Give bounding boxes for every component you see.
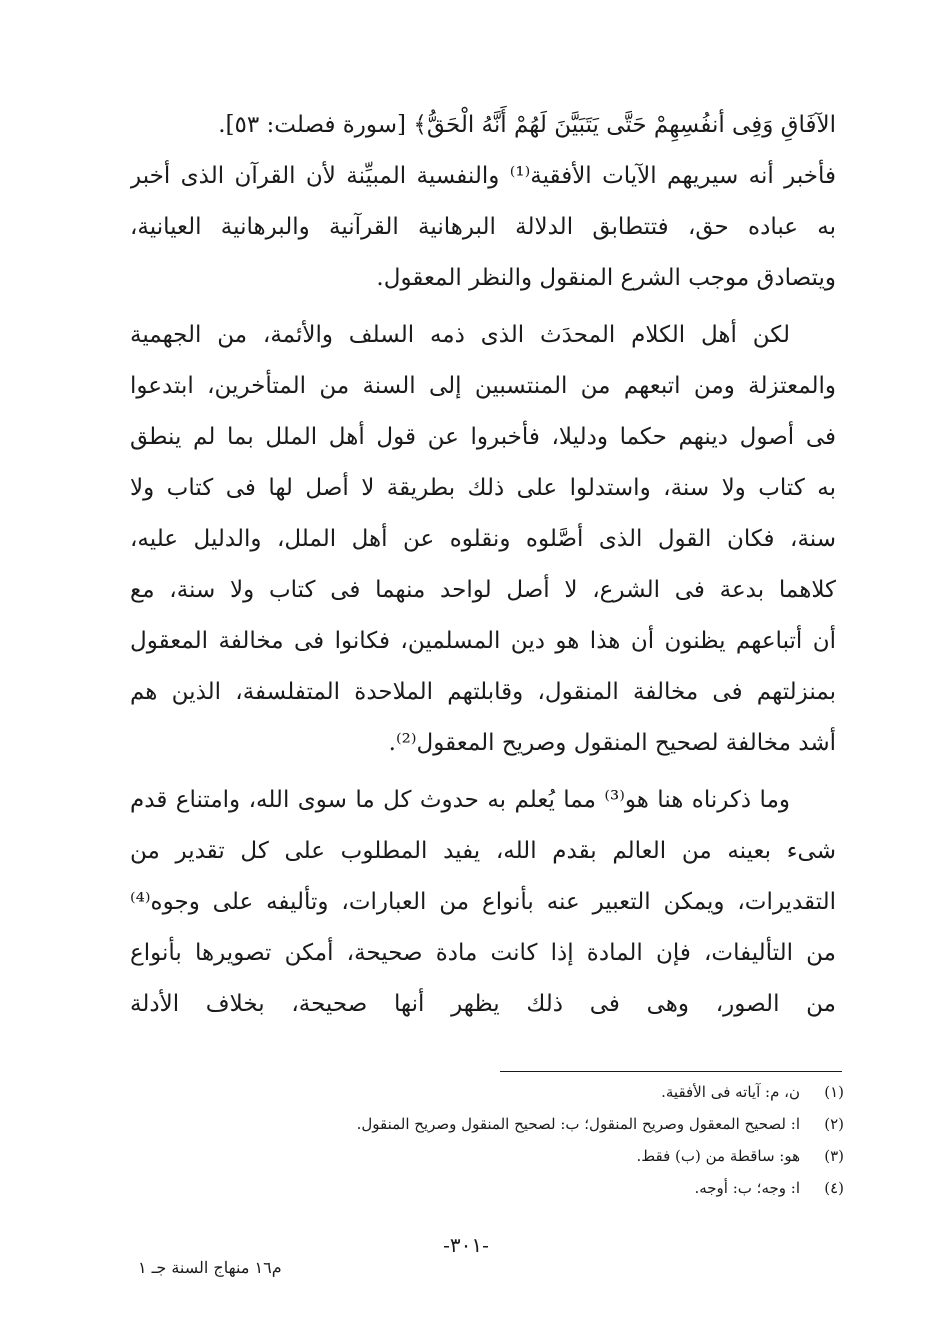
text-line: فأخبر أنه سيريهم الآيات الأفقية⁽¹⁾ والنفسية المبيِّنة لأن القرآن الذى أخبر <box>130 163 836 189</box>
footnote-text: هو: ساقطة من (ب) فقط. <box>636 1147 800 1165</box>
page-number: -٣٠١- <box>443 1233 489 1257</box>
text-line: لكن أهل الكلام المحدَث الذى ذمه السلف والأئمة، من الجهمية <box>130 322 790 348</box>
text-line: أن أتباعهم يظنون أن هذا هو دين المسلمين، فكانوا فى مخالفة المعقول <box>130 628 836 654</box>
footnote <box>224 1140 844 1172</box>
footnote-divider <box>500 1071 842 1072</box>
footnote-number: (٢) <box>824 1115 844 1133</box>
footnote-text: ا: وجه؛ ب: أوجه. <box>694 1179 800 1197</box>
footnote <box>224 1108 844 1140</box>
text-line: وما ذكرناه هنا هو⁽³⁾ مما يُعلم به حدوث كل ما سوى الله، وامتناع قدم <box>130 787 790 813</box>
text-line: بمنزلتهم فى مخالفة المنقول، وقابلتهم الملاحدة المتفلسفة، الذين هم <box>130 679 836 705</box>
text-line: فى أصول دينهم حكما ودليلا، فأخبروا عن قول أهل الملل بما لم ينطق <box>130 424 836 450</box>
footnote <box>224 1076 844 1108</box>
text-line: سنة، فكان القول الذى أصَّلوه ونقلوه عن أهل الملل، والدليل عليه، <box>130 526 836 552</box>
footnote-number: (١) <box>824 1083 844 1101</box>
text-line: من الصور، وهى فى ذلك يظهر أنها صحيحة، بخلاف الأدلة <box>130 991 836 1017</box>
text-line: ويتصادق موجب الشرع المنقول والنظر المعقول. <box>376 265 836 291</box>
footnote-number: (٣) <box>824 1147 844 1165</box>
text-line: به كتاب ولا سنة، واستدلوا على ذلك بطريقة لا أصل لها فى كتاب ولا <box>130 475 836 501</box>
footnote <box>224 1172 844 1204</box>
footnote-text: ن، م: آياته فى الأفقية. <box>661 1083 800 1101</box>
signature-mark: م١٦ منهاج السنة جـ ١ <box>138 1258 282 1277</box>
footnotes <box>224 1076 844 1204</box>
text-line: كلاهما بدعة فى الشرع، لا أصل لواحد منهما فى كتاب ولا سنة، مع <box>130 577 836 603</box>
text-line: شىء بعينه من العالم بقدم الله، يفيد المطلوب على كل تقدير من <box>130 838 836 864</box>
text-line: الآفَاقِ وَفِى أنفُسِهِمْ حَتَّى يَتَبَيَّنَ لَهُمْ أَنَّهُ الْحَقُّ﴾ [سورة فصلت: ٥٣]. <box>218 112 836 138</box>
text-line: به عباده حق، فتتطابق الدلالة البرهانية القرآنية والبرهانية العيانية، <box>130 214 836 240</box>
text-line: أشد مخالفة لصحيح المنقول وصريح المعقول⁽²⁾. <box>388 730 836 756</box>
footnote-text: ا: لصحيح المعقول وصريح المنقول؛ ب: لصحيح المنقول وصريح المنقول. <box>356 1115 800 1133</box>
text-line: التقديرات، ويمكن التعبير عنه بأنواع من العبارات، وتأليفه على وجوه⁽⁴⁾ <box>130 889 836 915</box>
main-text <box>130 100 836 1030</box>
footnote-number: (٤) <box>824 1179 844 1197</box>
text-line: من التأليفات، فإن المادة إذا كانت مادة صحيحة، أمكن تصويرها بأنواع <box>130 940 836 966</box>
text-line: والمعتزلة ومن اتبعهم من المنتسبين إلى السنة من المتأخرين، ابتدعوا <box>130 373 836 399</box>
